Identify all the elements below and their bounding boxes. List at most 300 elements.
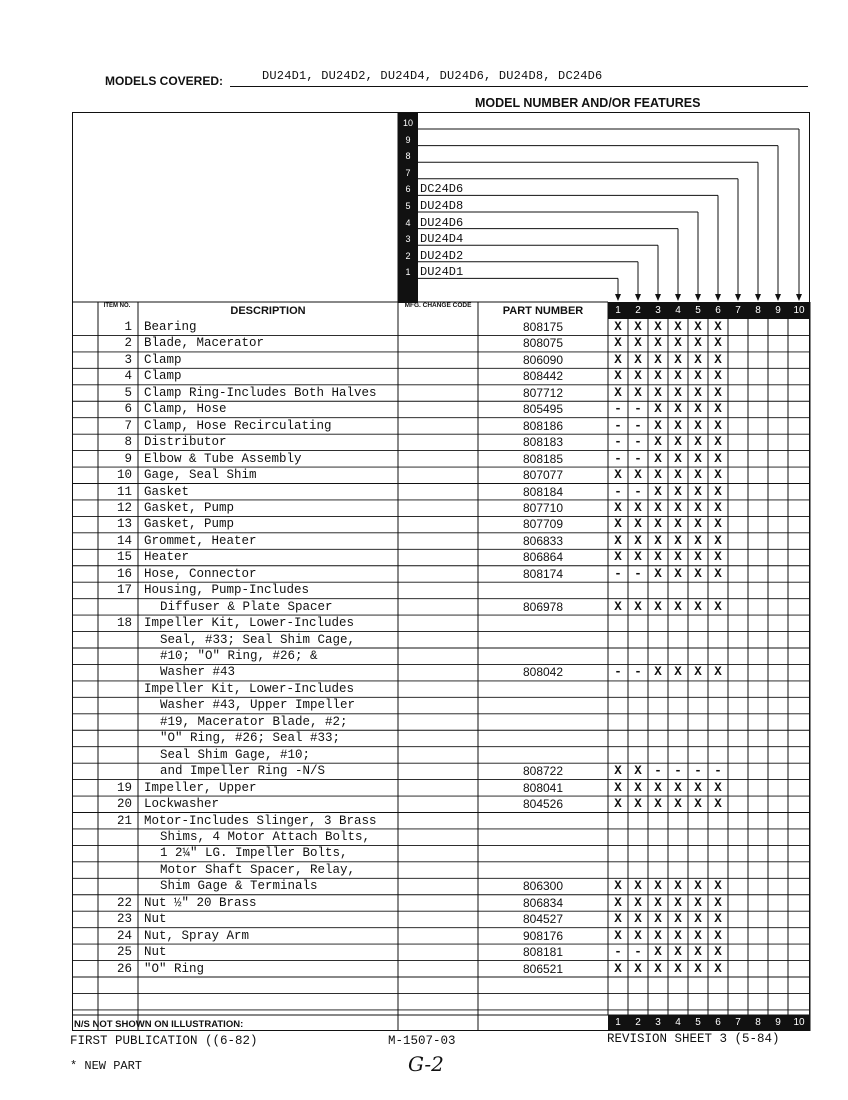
arrow-down-icon (796, 294, 802, 301)
model-applicability-mark: X (634, 320, 642, 334)
part-description: Impeller, Upper (144, 780, 257, 795)
model-column-number: 9 (775, 305, 781, 316)
model-applicability-mark: X (674, 517, 682, 532)
model-applicability-mark: X (694, 665, 702, 680)
arrow-down-icon (755, 294, 761, 301)
part-number: 804526 (522, 797, 564, 812)
item-number: 26 (116, 961, 132, 976)
model-index-number: 9 (405, 134, 411, 145)
model-applicability-mark: X (694, 402, 702, 417)
models-covered-label: MODELS COVERED: (105, 74, 224, 88)
model-applicability-mark: X (674, 500, 682, 515)
part-description: Seal Shim Gage, #10; (160, 747, 311, 762)
model-applicability-mark: X (654, 517, 662, 532)
part-number: 806834 (522, 895, 564, 910)
model-applicability-mark: X (674, 961, 682, 976)
model-applicability-mark: X (614, 780, 622, 795)
item-number: 8 (124, 435, 132, 450)
model-applicability-mark: X (654, 945, 662, 960)
model-index-number: 8 (405, 151, 411, 162)
item-number: 7 (124, 418, 132, 433)
model-applicability-mark: X (654, 599, 662, 614)
model-applicability-mark: X (694, 895, 702, 910)
model-index-number: 2 (405, 250, 411, 261)
model-applicability-mark: X (614, 468, 622, 483)
column-header: PART NUMBER (502, 305, 584, 317)
model-applicability-mark: X (714, 533, 722, 548)
part-number: 808442 (522, 369, 564, 384)
item-number: 17 (116, 583, 132, 598)
part-description: Washer #43, Upper Impeller (160, 698, 356, 713)
model-applicability-mark: - (674, 764, 682, 779)
model-index-name: DU24D1 (420, 265, 464, 280)
model-applicability-mark: - (614, 484, 622, 499)
model-applicability-mark: X (614, 517, 622, 532)
model-column-number: 8 (755, 305, 761, 316)
model-applicability-mark: X (694, 912, 702, 927)
item-number: 5 (124, 385, 132, 400)
model-applicability-mark: X (714, 879, 722, 894)
model-index-number: 7 (405, 167, 411, 178)
model-applicability-mark: X (654, 352, 662, 367)
model-applicability-mark: X (714, 599, 722, 614)
item-number: 22 (116, 895, 132, 910)
part-number: 808042 (522, 665, 564, 680)
model-applicability-mark: X (674, 468, 682, 483)
part-number: 808041 (522, 780, 564, 795)
model-applicability-mark: X (714, 945, 722, 960)
part-description: Nut ½" 20 Brass (144, 895, 257, 910)
model-applicability-mark: X (654, 369, 662, 384)
model-applicability-mark: X (654, 961, 662, 976)
part-description: Gasket, Pump (144, 517, 235, 532)
bottom-model-column-number: 10 (793, 1017, 805, 1028)
model-applicability-mark: X (674, 780, 682, 795)
part-description: Gage, Seal Shim (144, 468, 257, 483)
model-applicability-mark: X (654, 500, 662, 515)
model-applicability-mark: - (714, 764, 722, 779)
item-number: 1 (124, 320, 132, 334)
part-number: 808183 (522, 435, 564, 450)
part-description: Shim Gage & Terminals (160, 879, 318, 894)
model-column-number: 5 (695, 305, 701, 316)
item-number: 16 (116, 566, 132, 581)
item-number: 15 (116, 550, 132, 565)
model-applicability-mark: X (654, 320, 662, 334)
part-description: Bearing (144, 320, 197, 334)
arrow-down-icon (775, 294, 781, 301)
model-applicability-mark: X (654, 336, 662, 351)
model-applicability-mark: - (634, 435, 642, 450)
model-applicability-mark: X (654, 468, 662, 483)
model-applicability-mark: X (614, 797, 622, 812)
model-applicability-mark: X (694, 369, 702, 384)
model-index-number: 5 (405, 201, 411, 211)
model-features-title: MODEL NUMBER AND/OR FEATURES (475, 96, 701, 110)
model-applicability-mark: X (694, 352, 702, 367)
part-description: Hose, Connector (144, 566, 257, 581)
model-applicability-mark: X (694, 451, 702, 466)
model-applicability-mark: X (654, 418, 662, 433)
model-applicability-mark: X (674, 352, 682, 367)
model-applicability-mark: X (634, 961, 642, 976)
model-applicability-mark: X (714, 352, 722, 367)
model-applicability-mark: X (694, 336, 702, 351)
model-column-number: 2 (635, 305, 641, 316)
model-applicability-mark: X (694, 385, 702, 400)
model-applicability-mark: X (614, 369, 622, 384)
ns-note: N/S NOT SHOWN ON ILLUSTRATION: (74, 1019, 244, 1030)
model-applicability-mark: X (674, 418, 682, 433)
model-applicability-mark: X (714, 468, 722, 483)
model-applicability-mark: - (614, 435, 622, 450)
model-applicability-mark: X (674, 566, 682, 581)
model-applicability-mark: X (714, 517, 722, 532)
model-applicability-mark: - (614, 402, 622, 417)
column-header: DESCRIPTION (230, 305, 306, 317)
model-applicability-mark: X (674, 895, 682, 910)
part-description: #19, Macerator Blade, #2; (160, 714, 348, 729)
part-number: 808186 (522, 418, 564, 433)
model-applicability-mark: X (634, 468, 642, 483)
part-description: Nut (144, 945, 167, 960)
model-applicability-mark: X (694, 533, 702, 548)
model-applicability-mark: X (694, 599, 702, 614)
model-applicability-mark: - (634, 566, 642, 581)
model-applicability-mark: X (674, 550, 682, 565)
model-applicability-mark: X (674, 320, 682, 334)
model-applicability-mark: X (614, 320, 622, 334)
part-description: Motor-Includes Slinger, 3 Brass (144, 813, 377, 828)
item-number: 12 (116, 500, 132, 515)
model-applicability-mark: X (694, 484, 702, 499)
part-number: 806978 (522, 599, 564, 614)
part-description: Gasket (144, 484, 190, 499)
model-applicability-mark: X (674, 484, 682, 499)
model-applicability-mark: X (654, 402, 662, 417)
model-applicability-mark: X (674, 336, 682, 351)
part-number: 807077 (522, 468, 564, 483)
model-applicability-mark: X (714, 320, 722, 334)
model-applicability-mark: X (634, 336, 642, 351)
part-description: and Impeller Ring -N/S (160, 764, 326, 779)
model-applicability-mark: X (694, 435, 702, 450)
model-applicability-mark: X (614, 912, 622, 927)
model-applicability-mark: X (714, 797, 722, 812)
model-applicability-mark: X (654, 912, 662, 927)
model-applicability-mark: X (654, 451, 662, 466)
part-number: 808184 (522, 484, 564, 499)
arrow-down-icon (735, 294, 741, 301)
model-applicability-mark: X (694, 550, 702, 565)
bottom-model-column-number: 3 (655, 1017, 661, 1028)
part-number: 808181 (522, 945, 564, 960)
bottom-model-column-number: 2 (635, 1017, 641, 1028)
column-header: ITEM NO. (103, 303, 131, 309)
model-applicability-mark: X (614, 336, 622, 351)
model-applicability-mark: X (674, 435, 682, 450)
model-applicability-mark: X (694, 928, 702, 943)
model-applicability-mark: X (694, 961, 702, 976)
model-applicability-mark: X (674, 879, 682, 894)
bottom-model-column-number: 5 (695, 1017, 701, 1028)
item-number: 11 (116, 484, 132, 499)
model-applicability-mark: X (634, 928, 642, 943)
model-applicability-mark: X (714, 402, 722, 417)
model-applicability-mark: X (694, 780, 702, 795)
item-number: 4 (124, 369, 132, 384)
first-publication: FIRST PUBLICATION ((6-82) (70, 1034, 258, 1048)
model-applicability-mark: - (614, 451, 622, 466)
model-applicability-mark: - (614, 665, 622, 680)
model-applicability-mark: X (634, 895, 642, 910)
arrow-down-icon (715, 294, 721, 301)
model-applicability-mark: X (634, 797, 642, 812)
part-number: 804527 (522, 912, 564, 927)
model-applicability-mark: X (694, 945, 702, 960)
model-applicability-mark: X (614, 385, 622, 400)
model-applicability-mark: X (614, 352, 622, 367)
part-description: Motor Shaft Spacer, Relay, (160, 862, 356, 877)
model-applicability-mark: X (714, 369, 722, 384)
part-description: Lockwasher (144, 797, 220, 812)
model-applicability-mark: X (714, 665, 722, 680)
part-description: Distributor (144, 435, 227, 450)
model-applicability-mark: X (654, 928, 662, 943)
model-applicability-mark: X (674, 945, 682, 960)
model-applicability-mark: X (614, 928, 622, 943)
model-applicability-mark: - (694, 764, 702, 779)
part-number: 806090 (522, 352, 564, 367)
model-applicability-mark: X (694, 320, 702, 334)
model-applicability-mark: X (674, 912, 682, 927)
model-applicability-mark: X (654, 566, 662, 581)
model-applicability-mark: - (634, 402, 642, 417)
part-description: 1 2¼" LG. Impeller Bolts, (160, 846, 348, 861)
model-applicability-mark: X (714, 500, 722, 515)
model-applicability-mark: X (654, 879, 662, 894)
part-number: 908176 (522, 928, 564, 943)
part-description: Shims, 4 Motor Attach Bolts, (160, 829, 371, 844)
item-number: 18 (116, 616, 132, 631)
new-part-note: * NEW PART (70, 1059, 143, 1073)
item-number: 23 (116, 912, 132, 927)
model-applicability-mark: X (674, 928, 682, 943)
model-applicability-mark: X (714, 961, 722, 976)
part-description: Gasket, Pump (144, 500, 235, 515)
model-applicability-mark: X (654, 797, 662, 812)
model-applicability-mark: X (654, 895, 662, 910)
part-number: 806864 (522, 550, 564, 565)
model-index-name: DU24D8 (420, 199, 464, 213)
model-applicability-mark: X (634, 500, 642, 515)
part-number: 808075 (522, 336, 564, 351)
item-number: 24 (116, 928, 132, 943)
bottom-model-column-number: 8 (755, 1017, 761, 1028)
model-applicability-mark: X (614, 500, 622, 515)
part-number: 807712 (522, 385, 564, 400)
part-description: Clamp, Hose Recirculating (144, 418, 332, 433)
item-number: 19 (116, 780, 132, 795)
model-applicability-mark: X (614, 599, 622, 614)
model-applicability-mark: X (654, 665, 662, 680)
model-index-name: DU24D2 (420, 248, 464, 263)
model-index-number: 4 (405, 217, 411, 228)
part-description: Impeller Kit, Lower-Includes (144, 681, 355, 696)
model-applicability-mark: X (694, 879, 702, 894)
part-description: Housing, Pump-Includes (144, 583, 310, 598)
part-number: 808174 (522, 566, 564, 581)
model-applicability-mark: X (714, 895, 722, 910)
model-applicability-mark: X (654, 533, 662, 548)
model-applicability-mark: X (674, 797, 682, 812)
part-description: Seal, #33; Seal Shim Cage, (160, 632, 356, 647)
item-number: 14 (116, 533, 132, 548)
model-applicability-mark: X (654, 385, 662, 400)
model-applicability-mark: X (674, 369, 682, 384)
model-applicability-mark: X (714, 435, 722, 450)
part-description: Clamp, Hose (144, 402, 227, 417)
arrow-down-icon (635, 294, 641, 301)
model-applicability-mark: - (634, 484, 642, 499)
item-number: 6 (124, 402, 132, 417)
part-description: Nut, Spray Arm (144, 928, 250, 943)
part-number: 808185 (522, 451, 564, 466)
model-applicability-mark: X (634, 385, 642, 400)
part-description: Clamp (144, 352, 182, 367)
model-index-number: 6 (405, 184, 411, 195)
model-applicability-mark: X (674, 599, 682, 614)
arrow-down-icon (655, 294, 661, 301)
model-applicability-mark: X (634, 352, 642, 367)
model-applicability-mark: X (694, 517, 702, 532)
model-applicability-mark: - (614, 418, 622, 433)
part-number: 807709 (522, 517, 564, 532)
model-applicability-mark: X (634, 912, 642, 927)
arrow-down-icon (675, 294, 681, 301)
part-number: 806521 (522, 961, 564, 976)
model-applicability-mark: X (694, 418, 702, 433)
model-applicability-mark: X (674, 451, 682, 466)
model-applicability-mark: X (714, 780, 722, 795)
part-description: Diffuser & Plate Spacer (160, 599, 333, 614)
bottom-model-column-number: 6 (715, 1017, 721, 1028)
model-applicability-mark: X (714, 566, 722, 581)
part-description: Washer #43 (160, 665, 236, 680)
model-applicability-mark: - (654, 764, 662, 779)
model-applicability-mark: X (654, 484, 662, 499)
model-column-number: 10 (793, 305, 805, 316)
model-applicability-mark: - (634, 451, 642, 466)
part-description: "O" Ring, #26; Seal #33; (160, 731, 341, 746)
item-number: 2 (124, 336, 132, 351)
revision-sheet: REVISION SHEET 3 (5-84) (607, 1032, 780, 1046)
bottom-model-column-number: 1 (615, 1017, 621, 1028)
model-applicability-mark: - (634, 418, 642, 433)
model-applicability-mark: X (674, 402, 682, 417)
part-description: Elbow & Tube Assembly (144, 451, 302, 466)
bottom-model-column-number: 7 (735, 1017, 741, 1028)
model-applicability-mark: X (634, 764, 642, 779)
model-applicability-mark: - (634, 665, 642, 680)
part-number: 806300 (522, 879, 564, 894)
model-applicability-mark: X (634, 780, 642, 795)
model-index-name: DU24D4 (420, 232, 464, 247)
part-number: 807710 (522, 500, 564, 515)
model-applicability-mark: X (714, 451, 722, 466)
model-applicability-mark: X (654, 435, 662, 450)
model-applicability-mark: X (694, 566, 702, 581)
model-applicability-mark: X (714, 336, 722, 351)
model-applicability-mark: X (614, 764, 622, 779)
part-number: 808175 (522, 320, 564, 334)
item-number: 25 (116, 945, 132, 960)
part-description: #10; "O" Ring, #26; & (160, 649, 318, 663)
model-applicability-mark: X (714, 912, 722, 927)
model-applicability-mark: X (714, 385, 722, 400)
model-column-number: 3 (655, 305, 661, 316)
model-applicability-mark: - (614, 566, 622, 581)
model-index-name: DC24D6 (420, 182, 464, 197)
model-applicability-mark: X (654, 550, 662, 565)
model-applicability-mark: X (714, 484, 722, 499)
model-applicability-mark: X (634, 550, 642, 565)
model-column-number: 7 (735, 305, 741, 316)
model-column-number: 1 (615, 305, 621, 316)
model-applicability-mark: X (714, 928, 722, 943)
item-number: 13 (116, 517, 132, 532)
model-index-number: 1 (405, 267, 411, 278)
part-description: Grommet, Heater (144, 533, 257, 548)
item-number: 21 (116, 813, 132, 828)
item-number: 9 (124, 451, 132, 466)
part-description: "O" Ring (144, 961, 205, 976)
arrow-down-icon (615, 294, 621, 301)
part-number: 805495 (522, 402, 564, 417)
model-applicability-mark: X (694, 500, 702, 515)
form-number: M-1507-03 (388, 1034, 456, 1048)
model-applicability-mark: X (674, 385, 682, 400)
model-applicability-mark: X (694, 468, 702, 483)
model-index-number: 10 (402, 118, 413, 128)
model-applicability-mark: X (694, 797, 702, 812)
model-applicability-mark: X (714, 550, 722, 565)
model-applicability-mark: X (634, 879, 642, 894)
item-number: 10 (116, 468, 132, 483)
part-number: 808722 (522, 764, 564, 779)
item-number: 3 (124, 352, 132, 367)
model-applicability-mark: X (614, 879, 622, 894)
part-description: Nut (144, 912, 167, 927)
model-column-number: 6 (715, 305, 721, 316)
arrow-down-icon (695, 294, 701, 301)
column-header: MFG. CHANGE CODE (404, 302, 472, 309)
model-applicability-mark: X (634, 369, 642, 384)
model-applicability-mark: X (714, 418, 722, 433)
model-index-name: DU24D6 (420, 215, 464, 230)
page-number: G-2 (408, 1052, 444, 1076)
model-applicability-mark: X (614, 961, 622, 976)
item-number: 20 (116, 797, 132, 812)
model-applicability-mark: X (634, 599, 642, 614)
part-description: Clamp Ring-Includes Both Halves (144, 385, 377, 400)
model-applicability-mark: X (654, 780, 662, 795)
model-applicability-mark: X (614, 550, 622, 565)
model-applicability-mark: X (674, 665, 682, 680)
bottom-model-column-number: 9 (775, 1017, 781, 1028)
bottom-model-column-number: 4 (675, 1017, 681, 1028)
model-applicability-mark: X (614, 895, 622, 910)
